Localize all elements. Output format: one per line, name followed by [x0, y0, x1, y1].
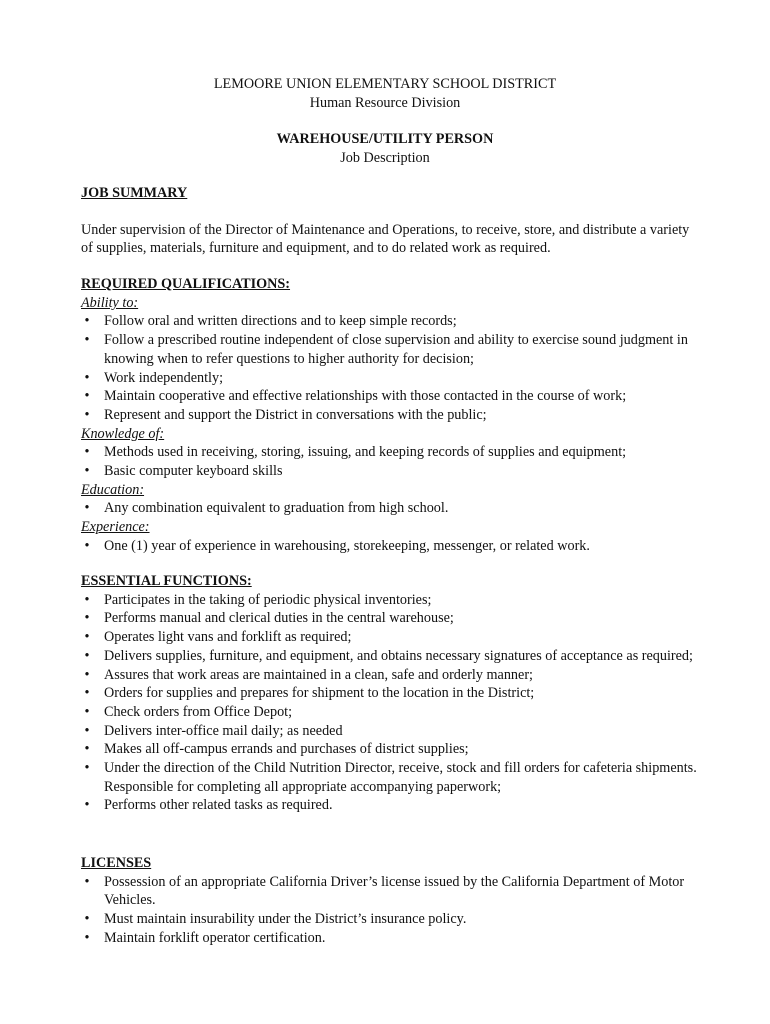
list-item: • Follow a prescribed routine independent of close supervision and ability to exercise sound judgment in knowing when to refer questions to higher authority for decision; [81, 331, 701, 368]
qualifications-section [81, 275, 701, 556]
list-item: • Work independently; [81, 369, 701, 388]
list-item: • Follow oral and written directions and to keep simple records; [81, 312, 701, 331]
education-list [81, 499, 701, 518]
list-item: • Under the direction of the Child Nutrition Director, receive, stock and fill orders for cafeteria shipments. Responsible for completing all appropriate accompanying paperwork; [81, 759, 701, 796]
experience-label: Experience: [81, 519, 150, 536]
essential-functions-section [81, 572, 701, 815]
bullet-icon: • [84, 929, 90, 946]
bullet-icon: • [84, 666, 90, 683]
job-summary-heading: JOB SUMMARY [81, 185, 188, 201]
essential-functions-heading: ESSENTIAL FUNCTIONS: [81, 573, 252, 589]
ability-label: Ability to: [81, 294, 139, 311]
bullet-icon: • [84, 388, 90, 405]
bullet-icon: • [84, 610, 90, 627]
experience-list [81, 537, 701, 556]
bullet-icon: • [84, 685, 90, 702]
list-item: • Assures that work areas are maintained in a clean, safe and orderly manner; [81, 666, 701, 685]
list-item: • Methods used in receiving, storing, issuing, and keeping records of supplies and equipment; [81, 443, 701, 462]
list-item: • Basic computer keyboard skills [81, 462, 701, 481]
district-name: LEMOORE UNION ELEMENTARY SCHOOL DISTRICT [213, 76, 557, 92]
education-label: Education: [81, 481, 145, 498]
list-item: • Possession of an appropriate California Driver’s license issued by the California Department of Motor Vehicles. [81, 873, 701, 910]
bullet-icon: • [84, 369, 90, 386]
bullet-icon: • [84, 873, 90, 890]
bullet-icon: • [84, 591, 90, 608]
list-item: • Check orders from Office Depot; [81, 703, 701, 722]
bullet-icon: • [84, 463, 90, 480]
list-item: • Operates light vans and forklift as required; [81, 628, 701, 647]
bullet-icon: • [84, 444, 90, 461]
list-item: • Delivers supplies, furniture, and equipment, and obtains necessary signatures of acceptance as required; [81, 647, 701, 666]
list-item: • Any combination equivalent to graduation from high school. [81, 499, 701, 518]
bullet-icon: • [84, 313, 90, 330]
list-item: • Delivers inter-office mail daily; as needed [81, 722, 701, 741]
essential-functions-list [81, 591, 701, 815]
bullet-icon: • [84, 537, 90, 554]
bullet-icon: • [84, 741, 90, 758]
bullet-icon: • [84, 722, 90, 739]
bullet-icon: • [84, 406, 90, 423]
job-title: WAREHOUSE/UTILITY PERSON [276, 131, 494, 147]
document-title-block [0, 130, 770, 167]
bullet-icon: • [84, 647, 90, 664]
bullet-icon: • [84, 911, 90, 928]
bullet-icon: • [84, 797, 90, 814]
doc-type: Job Description [340, 149, 430, 166]
ability-list [81, 312, 701, 424]
list-item: • Represent and support the District in conversations with the public; [81, 406, 701, 425]
knowledge-label: Knowledge of: [81, 425, 165, 442]
document-header [0, 75, 770, 112]
list-item: • One (1) year of experience in warehousing, storekeeping, messenger, or related work. [81, 537, 701, 556]
licenses-heading: LICENSES [81, 855, 152, 871]
list-item: • Orders for supplies and prepares for shipment to the location in the District; [81, 684, 701, 703]
list-item: • Maintain cooperative and effective relationships with those contacted in the course of work; [81, 387, 701, 406]
job-summary-section [81, 184, 701, 258]
bullet-icon: • [84, 332, 90, 349]
division-name: Human Resource Division [309, 94, 461, 111]
qualifications-heading: REQUIRED QUALIFICATIONS: [81, 276, 291, 292]
job-summary-text: Under supervision of the Director of Maintenance and Operations, to receive, store, and distribute a variety of supplies, materials, furniture and equipment, and to do related work as required. [81, 221, 690, 257]
bullet-icon: • [84, 500, 90, 517]
list-item: • Must maintain insurability under the District’s insurance policy. [81, 910, 701, 929]
list-item: • Maintain forklift operator certification. [81, 929, 701, 948]
licenses-section [81, 854, 701, 948]
bullet-icon: • [84, 629, 90, 646]
bullet-icon: • [84, 760, 90, 777]
list-item: • Participates in the taking of periodic physical inventories; [81, 591, 701, 610]
bullet-icon: • [84, 703, 90, 720]
list-item: • Performs other related tasks as required. [81, 796, 701, 815]
list-item: • Makes all off-campus errands and purchases of district supplies; [81, 740, 701, 759]
list-item: • Performs manual and clerical duties in the central warehouse; [81, 609, 701, 628]
licenses-list [81, 873, 701, 948]
knowledge-list [81, 443, 701, 480]
